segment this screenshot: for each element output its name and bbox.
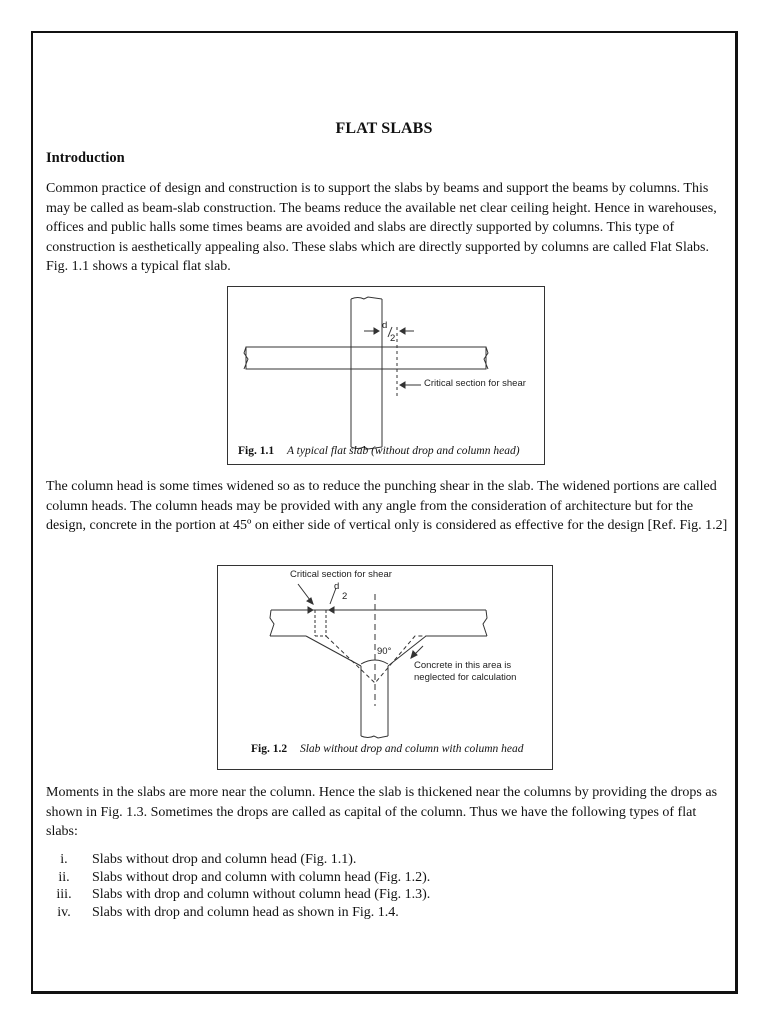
list-item-text: Slabs with drop and column without column head (Fig. 1.3). [92, 887, 431, 902]
paragraph-column-head: The column head is some times widened so as to reduce the punching shear in the slab. The widened portions are called column heads. The column heads may be provided with any angle from the consideration of architecture but for the design, concrete in the portion at 45º on either side of vertical only is considered as effective for the design [Ref. Fig. 1.2] [46, 479, 728, 533]
neglected-area-label-2: neglected for calculation [414, 672, 517, 683]
list-item [46, 851, 728, 869]
figure-number: Fig. 1.2 [251, 743, 288, 755]
neglected-area-label-1: Concrete in this area is [414, 660, 512, 671]
figure-caption-text: Slab without drop and column with column head [299, 743, 524, 755]
list-marker: i. [60, 852, 68, 867]
document-page [31, 31, 738, 994]
figure-1-2 [217, 565, 553, 770]
flat-slab-types-list [46, 851, 728, 921]
list-marker: iii. [56, 887, 72, 902]
figure-1-1 [227, 286, 545, 465]
paragraph-intro: Common practice of design and construction is to support the slabs by beams and support the beams by columns. This may be called as beam-slab construction. The beams reduce the available net clear ceiling height. Hence in warehouses, offices and public halls some times beams are avoided and slabs are directly supported by columns. This type of construction is aesthetically appealing also. These slabs which are directly supported by columns are called Flat Slabs. Fig. 1.1 shows a typical flat slab. [46, 181, 717, 274]
figure-caption-text: A typical flat slab (without drop and column head) [286, 445, 520, 457]
page-title: FLAT SLABS [335, 120, 433, 137]
list-marker: iv. [57, 904, 71, 920]
list-item [46, 904, 728, 922]
critical-section-label: Critical section for shear [424, 378, 526, 389]
dimension-2-label: 2 [342, 591, 348, 602]
flat-slab-diagram [228, 287, 544, 464]
dimension-d-label: d [382, 320, 388, 331]
figure-number: Fig. 1.1 [238, 445, 275, 457]
dimension-d-label: d [334, 581, 340, 592]
list-item [46, 869, 728, 887]
list-marker: ii. [58, 869, 70, 885]
list-item-text: Slabs with drop and column head as shown in Fig. 1.4. [92, 904, 399, 920]
figure-caption [251, 743, 523, 755]
critical-section-label: Critical section for shear [290, 569, 392, 580]
paragraph-drops: Moments in the slabs are more near the column. Hence the slab is thickened near the columns by providing the drops as shown in Fig. 1.3. Sometimes the drops are called as capital of the column. Thus we have the following types of flat slabs: [46, 785, 718, 839]
list-item-text: Slabs without drop and column head (Fig. 1.1). [92, 852, 357, 867]
section-heading: Introduction [46, 150, 125, 166]
list-item-text: Slabs without drop and column with column head (Fig. 1.2). [92, 869, 431, 885]
list-item [46, 886, 728, 904]
angle-label: 90° [377, 646, 392, 657]
dimension-2-label: 2 [390, 333, 396, 344]
figure-caption [238, 445, 520, 457]
